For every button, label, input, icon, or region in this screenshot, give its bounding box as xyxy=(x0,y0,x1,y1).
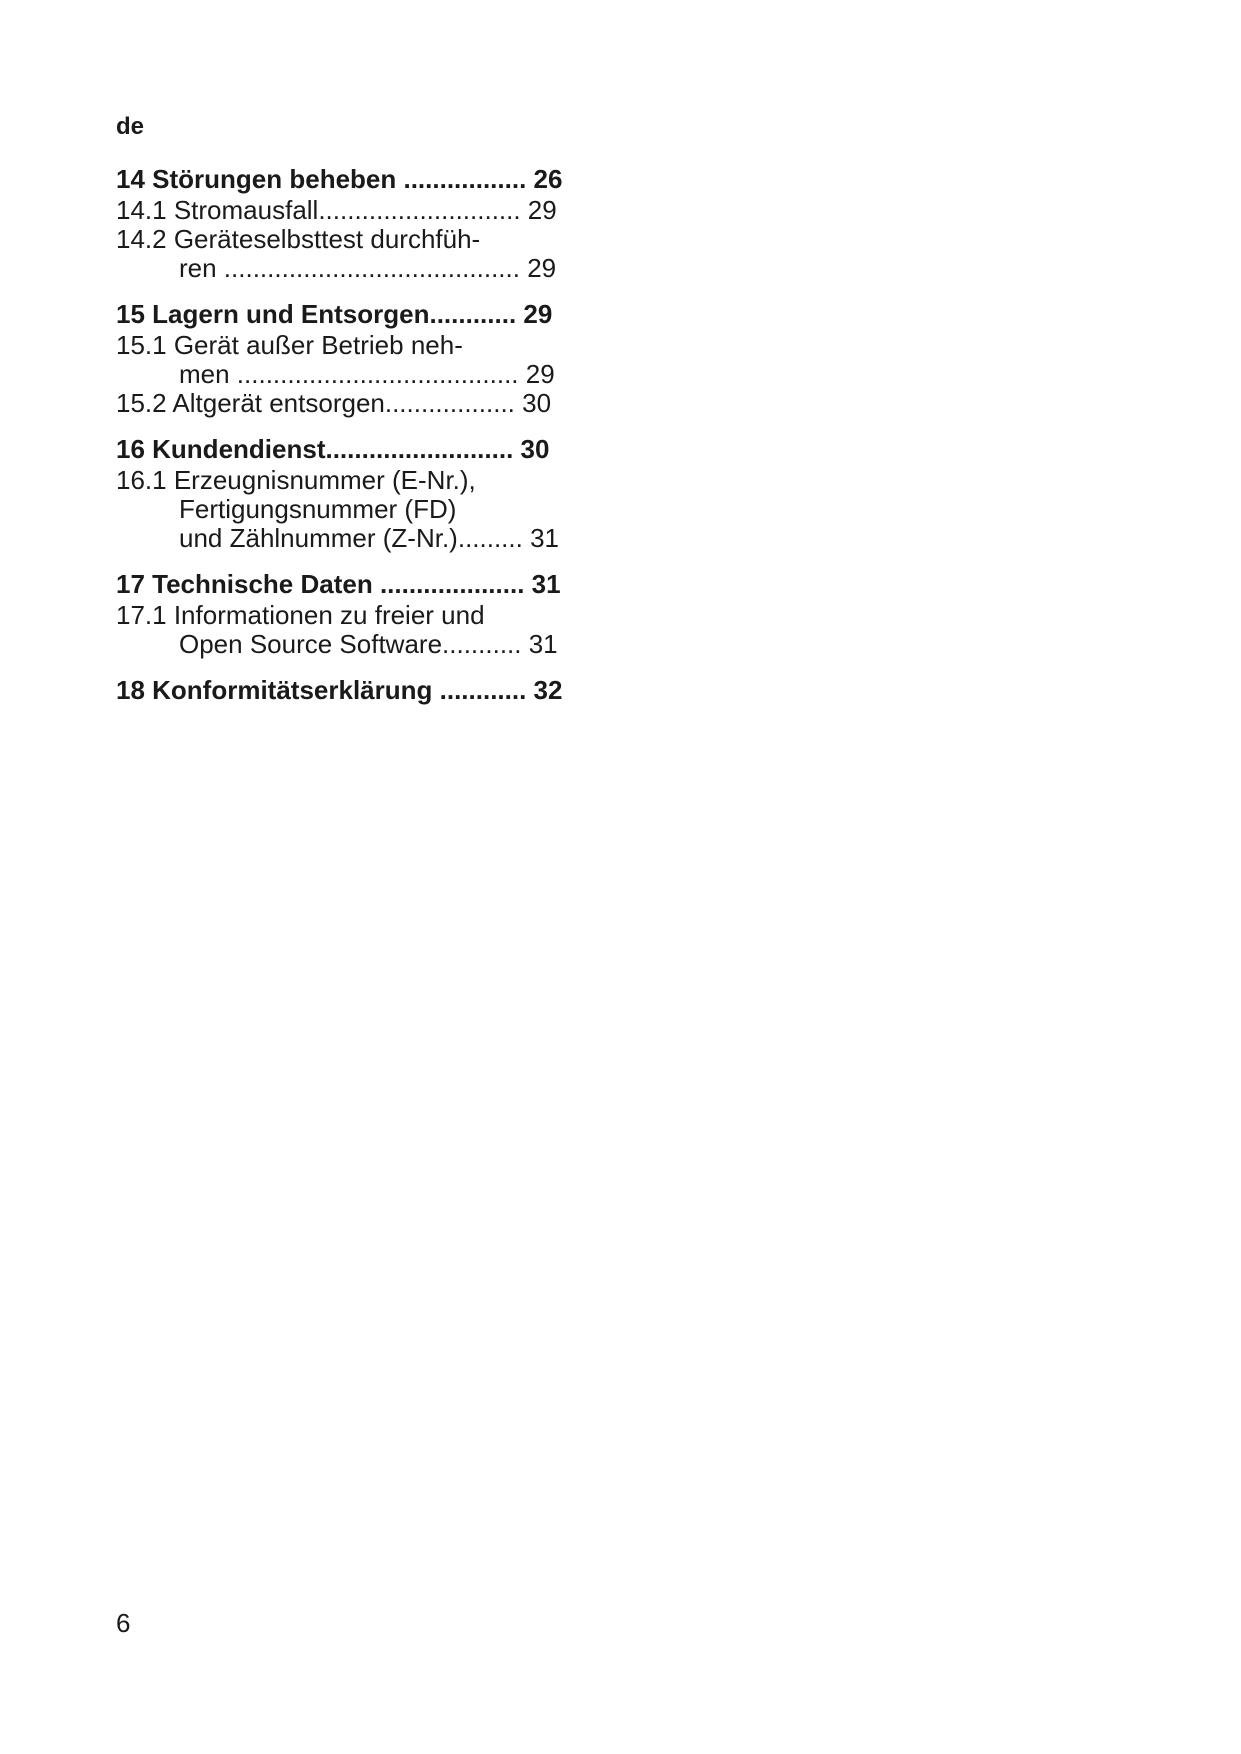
toc-entry-line: 14.1 Stromausfall............................ 29 xyxy=(116,195,557,225)
language-code: de xyxy=(116,113,145,140)
toc-entry-line: Fertigungsnummer (FD) xyxy=(179,494,457,524)
toc-entry-16-1[interactable] xyxy=(116,466,606,553)
toc-entry-line: 17.1 Informationen zu freier und xyxy=(116,600,485,630)
table-of-contents xyxy=(116,162,606,721)
toc-entry-14-2[interactable] xyxy=(116,225,606,283)
toc-section-17 xyxy=(116,567,606,659)
toc-entry-line: Open Source Software........... 31 xyxy=(179,629,558,659)
toc-entry-line: 16.1 Erzeugnisnummer (E-Nr.), xyxy=(116,465,476,495)
toc-entry-14-1[interactable] xyxy=(116,196,606,225)
toc-section-title[interactable]: 17 Technische Daten .................... 31 xyxy=(116,569,561,599)
toc-entry-15-2[interactable] xyxy=(116,389,606,418)
toc-entry-line: 15.1 Gerät außer Betrieb neh- xyxy=(116,330,463,360)
toc-section-16 xyxy=(116,432,606,553)
toc-section-15 xyxy=(116,297,606,418)
toc-entry-line: ren ......................................... 29 xyxy=(179,253,557,283)
toc-section-18 xyxy=(116,673,606,707)
page-number: 6 xyxy=(116,1608,131,1638)
toc-entry-line: und Zählnummer (Z-Nr.)......... 31 xyxy=(179,523,559,553)
toc-entry-line: men ....................................... 29 xyxy=(179,359,555,389)
toc-section-title[interactable]: 18 Konformitätserklärung ............ 32 xyxy=(116,675,563,705)
toc-entry-line: 14.2 Geräteselbsttest durchfüh- xyxy=(116,224,481,254)
toc-section-title[interactable]: 16 Kundendienst.......................... 30 xyxy=(116,434,550,464)
toc-section-title[interactable]: 14 Störungen beheben ................. 26 xyxy=(116,164,563,194)
toc-section-title[interactable]: 15 Lagern und Entsorgen............ 29 xyxy=(116,299,553,329)
toc-entry-15-1[interactable] xyxy=(116,331,606,389)
toc-entry-17-1[interactable] xyxy=(116,601,606,659)
toc-section-14 xyxy=(116,162,606,283)
toc-entry-line: 15.2 Altgerät entsorgen.................. 30 xyxy=(116,388,552,418)
